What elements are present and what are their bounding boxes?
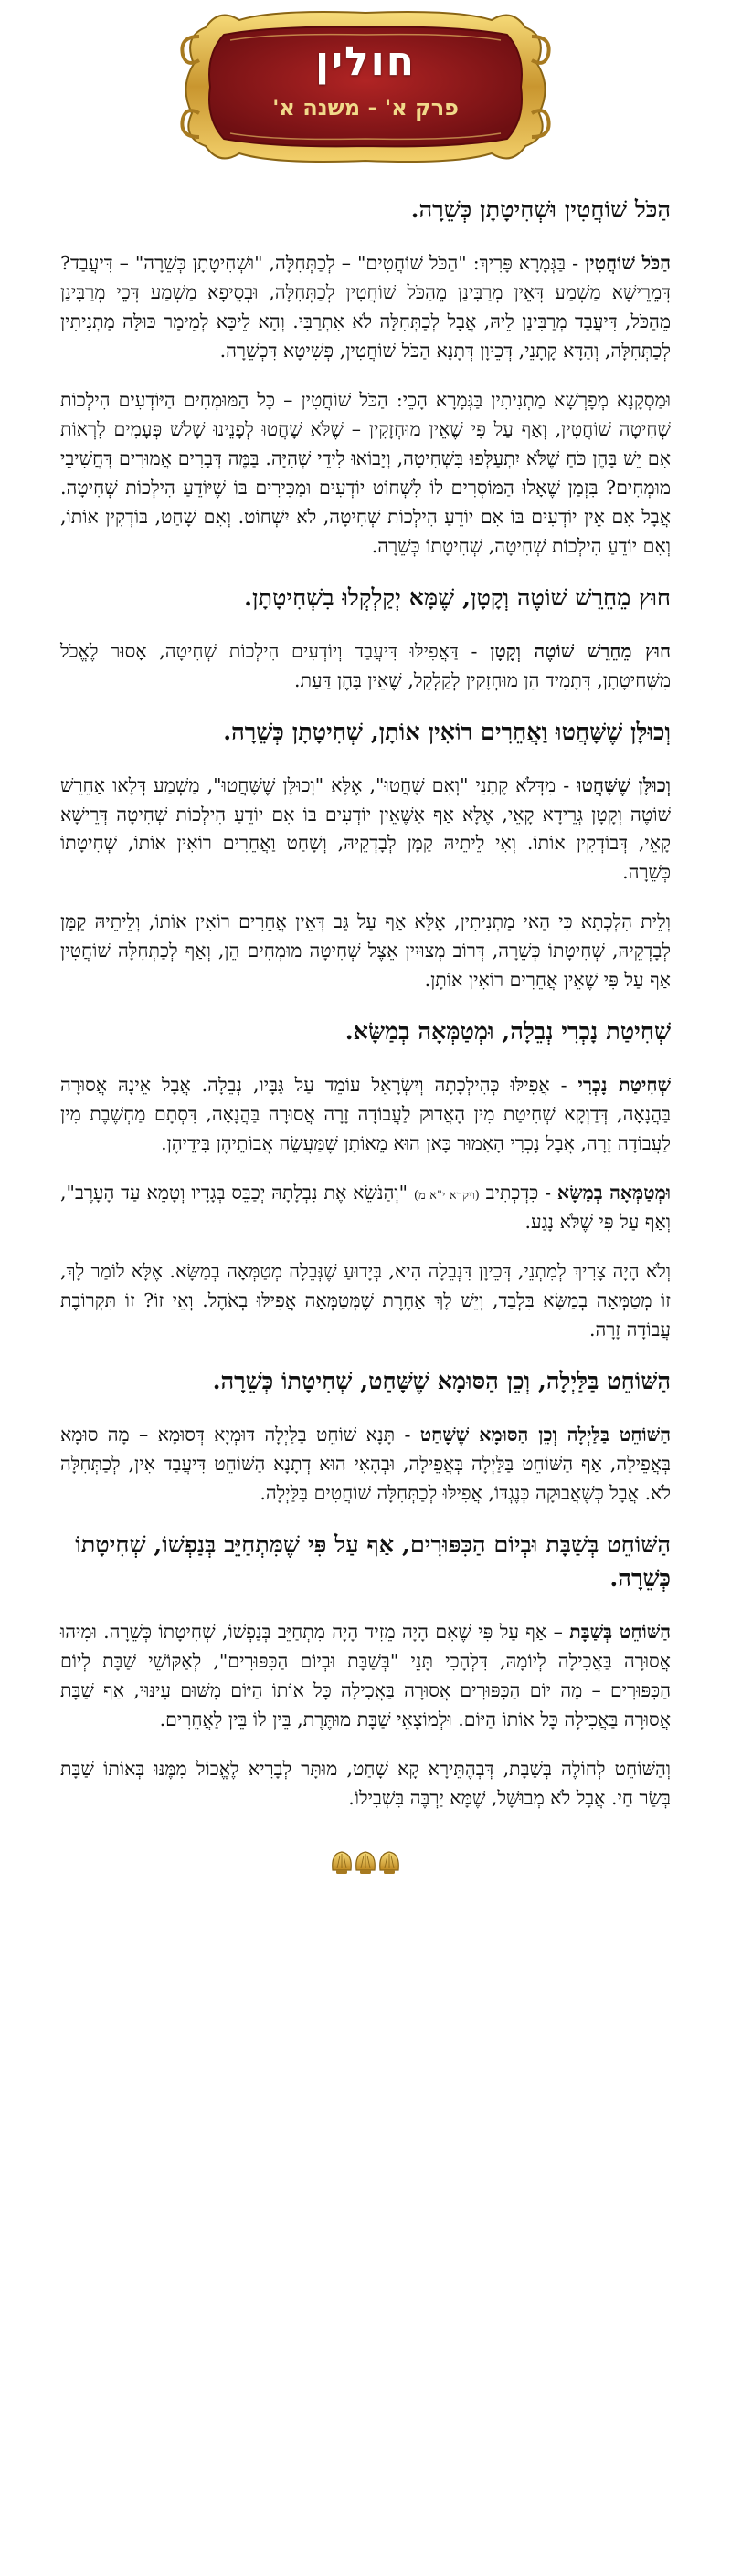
dibbur-hamatchil: שְׁחִיטַת נָכְרִי [577,1074,671,1097]
banner-scroll-graphic [0,0,731,173]
shell-ornament-icon [0,1834,731,1898]
mishnah-heading: הַשּׁוֹחֵט בְּשַׁבָּת וּבְיוֹם הַכִּפּוּרִים, אַף עַל פִּי שֶׁמִּתְחַיֵּב בְּנַפְשׁוֹ, שְׁחִיטָתוֹ כְּשֵׁרָה. [75,1530,671,1593]
commentary-paragraph [60,908,671,995]
commentary-paragraph [60,386,671,562]
dibbur-hamatchil: הַשּׁוֹחֵט בְּשַׁבָּת [569,1620,672,1643]
dibbur-hamatchil: הַשּׁוֹחֵט בַּלַּיְלָה וְכֵן הַסּוּמָא שֶׁשָּׁחַט [419,1424,671,1446]
dibbur-hamatchil: חוּץ מֵחֵרֵשׁ שׁוֹטֶה וְקָטָן [490,639,671,662]
mishnah-section [60,1365,671,1509]
header-banner [0,0,731,173]
commentary-paragraph [60,637,671,696]
commentary-paragraph [60,1618,671,1735]
mishnah-section [60,582,671,696]
paragraph-body: – אַף עַל פִּי שֶׁאִם הָיָה מֵזִיד הָיָה מִתְחַיֵּב בְּנַפְשׁוֹ, שְׁחִיטָתוֹ כְּשֵׁרָה. וּמִיהוּ אֲסוּרָה בַּאֲכִילָה לְיוֹמָהּ, דִּלְהָכִי תָּנֵי "בְּשַׁבָּת וּבְיוֹם הַכִּפּוּרִים", לְאַקּוֹשֵׁי שַׁבָּת לְיוֹם הַכִּפּוּרִים – מָה יוֹם הַכִּפּוּרִים אֲסוּרָה בַּאֲכִילָה כָּל אוֹתוֹ הַיּוֹם מִשּׁוּם עִינּוּי, אַף שַׁבָּת אֲסוּרָה בַּאֲכִילָה כָּל אוֹתוֹ הַיּוֹם. וּלְמוֹצָאֵי שַׁבָּת מוּתֶּרֶת, בֵּין לוֹ בֵּין לַאֲחֵרִים. [60,1620,671,1730]
tractate-title: חולין [314,38,416,85]
paragraph-body: - בַּגְּמָרָא פָּרִיךְ: "הַכֹּל שׁוֹחֲטִים" – לְכַתְּחִלָּה, "וּשְׁחִיטָתָן כְּשֵׁרָה" – דִּיעֲבַד? דְּמֵרֵישָׁא מַשְׁמַע דְּאֵין מְרַבִּינַן מֵהַכֹּל שׁוֹחֲטִין לְכַתְּחִלָּה, וּבְסֵיפָא מַשְׁמַע דְּכֵי מְרַבִּינַן מֵהַכֹּל, דִּיעֲבַד מְרַבִּינַן לֵיהּ, אֲבָל לְכַתְּחִלָּה לֹא אִתְרַבִּי. וְהָא לֵיכָּא לְמֵימַר כּוּלָּה מַתְנִיתִין לְכַתְּחִלָּה, וְהַדָּא קָתָנֵי, דְּכֵיוָן דְּתָנָא הַכֹּל שׁוֹחֲטִין, פְּשִׁיטָא דִּכְשֵׁרָה. [60,251,671,362]
commentary-paragraph [60,1755,671,1814]
dibbur-hamatchil: וּמְטַמְּאָה בְמַשָּׂא [556,1182,671,1204]
paragraph-body: - מִדְּלֹא קָתָנֵי "וְאִם שָׁחֲטוּ", אֶלָּא "וְכוּלָּן שֶׁשָּׁחֲטוּ", מַשְׁמַע דְּלָאו אַחֵרֵשׁ שׁוֹטֶה וְקָטָן גְּרֵידָא קָאֵי, אֶלָּא אַף אַשֶּׁאֵין יוֹדְעִים בּוֹ אִם יוֹדֵעַ הִילְכוֹת שְׁחִיטָה דְּרֵישָׁא קָאֵי, דְּבוֹדְקִין אוֹתוֹ. וְאִי לֵיתֵיהּ קַמָּן לְבָדְקֵיהּ, וְשָׁחַט וַאֲחֵרִים רוֹאִין אוֹתוֹ, שְׁחִיטָתוֹ כְּשֵׁרָה. [60,773,671,884]
commentary-content [60,173,671,1814]
mishnah-section [60,1529,671,1814]
chapter-mishnah-subtitle: פרק א' - משנה א' [272,95,459,121]
verse-citation: (ויקרא י"א מ) [413,1189,480,1204]
dibbur-hamatchil: וְכוּלָּן שֶׁשָּׁחֲטוּ [577,773,672,796]
mishnah-heading: הַשּׁוֹחֵט בַּלַּיְלָה, וְכֵן הַסּוּמָא שֶׁשָּׁחַט, שְׁחִיטָתוֹ כְּשֵׁרָה. [212,1368,671,1396]
commentary-paragraph [60,772,671,888]
commentary-paragraph [60,249,671,366]
commentary-paragraph [60,1421,671,1509]
mishnah-section [60,1015,671,1345]
paragraph-body: "וְהַנֹּשֵׂא אֶת נִבְלָתָהּ יְכַבֵּס בְּגָדָיו וְטָמֵא עַד הָעָרֶב", וְאַף עַל פִּי שֶׁלֹּא נָגַע. [60,1182,671,1234]
paragraph-body: - כִּדְכְתִיב [479,1182,557,1204]
commentary-paragraph [60,1179,671,1237]
paragraph-body: - אֲפִילּוּ כְּהִילְכָתָהּ וְיִשְׂרָאֵל עוֹמֵד עַל גַּבָּיו, נְבֵלָה. אֲבָל אֵינָהּ אֲסוּרָה בַּהֲנָאָה, דְּדַוְקָא שְׁחִיטַת מִין הָאֲדוּק לַעֲבוֹדָה זָרָה אֲסוּרָה בַּהֲנָאָה, דִּסְתָם מַחְשֶׁבֶת מִין לַעֲבוֹדָה זָרָה, אֲבָל נָכְרִי הָאָמוּר כָּאן הוּא מֵאוֹתָן שֶׁמַּעֲשֵׂה אֲבוֹתֵיהֶן בִּידֵיהֶן. [60,1074,671,1155]
paragraph-body: וְלֹא הָיָה צָרִיךְ לְמִתְנֵי, דְּכֵיוָן דִּנְבֵלָה הִיא, בְּיָדוּעַ שֶׁנְּבֵלָה מְטַמְּאָה בְמַשָּׂא. אֶלָּא לוֹמַר לָךְ, זוֹ מְטַמְּאָה בְמַשָּׂא בִּלְבַד, וְיֵשׁ לָךְ אַחֶרֶת שֶׁמְּטַמְּאָה אֲפִילּוּ בְאֹהֶל. וְאֵי זוֹ? זוֹ תִּקְרוֹבֶת עֲבוֹדָה זָרָה. [60,1260,671,1341]
mishnah-section [60,716,671,996]
paragraph-body: וְלֵית הִלְכְתָא כִּי הַאי מַתְנִיתִין, אֶלָּא אַף עַל גַּב דְּאֵין אֲחֵרִים רוֹאִין אוֹתוֹ, וְלֵיתֵיהּ קַמָּן לְבָדְקֵיהּ, שְׁחִיטָתוֹ כְּשֵׁרָה, דְּרוֹב מְצוּיִין אֵצֶל שְׁחִיטָה מוּמְחִים הֵן, וְאַף לְכַתְּחִלָּה שׁוֹחֲטִין אַף עַל פִּי שֶׁאֵין אֲחֵרִים רוֹאִין אוֹתָן. [60,910,671,992]
mishnah-heading: חוּץ מֵחֵרֵשׁ שׁוֹטֶה וְקָטָן, שֶׁמָּא יְקַלְקְלוּ בִשְׁחִיטָתָן. [244,584,671,612]
commentary-paragraph [60,1257,671,1345]
dibbur-hamatchil: הַכֹּל שׁוֹחֲטִין [585,251,671,274]
paragraph-body: וּמַסְקָנָא מְפָרְשָׁא מַתְנִיתִין בַּגְּמָרָא הָכֵי: הַכֹּל שׁוֹחֲטִין – כָּל הַמּוּמְחִים הַיּוֹדְעִים הִילְכוֹת שְׁחִיטָה שׁוֹחֲטִין, וְאַף עַל פִּי שֶׁאֵין מוּחְזָקִין – שֶׁלֹּא שָׁחֲטוּ לְפָנֵינוּ שָׁלֹשׁ פְּעָמִים לִרְאוֹת אִם יֵשׁ בָּהֶן כֹּחַ שֶׁלֹּא יִתְעַלְּפוּ בִּשְׁחִיטָה, וְיָבוֹאוּ לִידֵי שְׁהִיָּה. בַּמֶּה דְּבָרִים אֲמוּרִים דְּחֲשִׁיבֵי מוּמְחִים? בִּזְמַן שֶׁאָלוּ הַמּוֹסְרִים לוֹ לִשְׁחוֹט יוֹדְעִים וּמַכִּירִים בּוֹ שֶׁיּוֹדֵעַ הִילְכוֹת שְׁחִיטָה. אֲבָל אִם אֵין יוֹדְעִים בּוֹ אִם יוֹדֵעַ הִילְכוֹת שְׁחִיטָה, לֹא יִשְׁחוֹט. וְאִם שָׁחַט, בּוֹדְקִין אוֹתוֹ, וְאִם יוֹדֵעַ הִילְכוֹת שְׁחִיטָה, שְׁחִיטָתוֹ כְּשֵׁרָה. [60,388,671,557]
footer-ornament [0,1834,731,1898]
paragraph-body: - דַּאֲפִילּוּ דִּיעֲבַד וְיוֹדְעִים הִילְכוֹת שְׁחִיטָה, אָסוּר לֶאֱכֹל מִשְּׁחִיטָתָן, דְּתָמִיד הֵן מוּחְזָקִין לְקַלְקֵל, שֶׁאֵין בָּהֶן דַּעַת. [60,639,671,691]
paragraph-body: - תָּנָא שׁוֹחֵט בַּלַּיְלָה דּוּמְיָא דְּסוּמָא – מָה סוּמָא בְּאֲפֵילָה, אַף הַשּׁוֹחֵט בַּלַּיְלָה בְּאֲפֵילָה, וּבְהָאִי הוּא דְתָנָא הַשּׁוֹחֵט דִּיעֲבַד אִין, לְכַתְּחִלָּה לֹא. אֲבָל כְּשֶׁאֲבוּקָה כְּנֶגְדּוֹ, אֲפִילּוּ לְכַתְּחִלָּה שׁוֹחֲטִים בַּלַּיְלָה. [60,1424,671,1504]
mishnah-heading: וְכוּלָּן שֶׁשָּׁחֲטוּ וַאֲחֵרִים רוֹאִין אוֹתָן, שְׁחִיטָתָן כְּשֵׁרָה. [223,718,671,746]
commentary-paragraph [60,1071,671,1159]
mishnah-section [60,194,671,562]
mishnah-heading: הַכֹּל שׁוֹחֲטִין וּשְׁחִיטָתָן כְּשֵׁרָה. [410,196,671,224]
mishnah-heading: שְׁחִיטַת נָכְרִי נְבֵלָה, וּמְטַמְּאָה בְמַשָּׂא. [344,1018,671,1046]
paragraph-body: וְהַשּׁוֹחֵט לְחוֹלֶה בְּשַׁבָּת, דְּבְהֶתֵּירָא קָא שָׁחַט, מוּתָּר לְבָרִיא לֶאֱכוֹל מִמֶּנּוּ בְּאוֹתוֹ שַׁבָּת בְּשַׂר חַי. אֲבָל לֹא מְבוּשָּׁל, שֶׁמָּא יַרְבֶּה בִּשְׁבִילוֹ. [60,1757,671,1809]
